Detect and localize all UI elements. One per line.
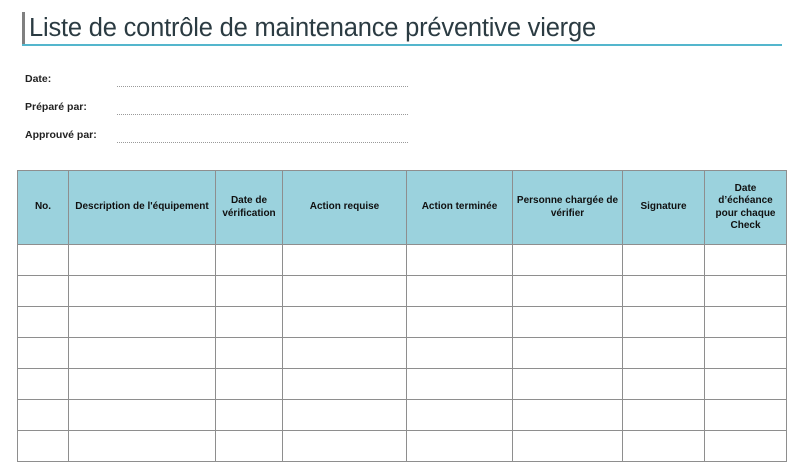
table-column-header-3: Action requise: [283, 171, 407, 245]
meta-field-prepared-by: [25, 100, 445, 122]
table-row: [18, 338, 787, 369]
table-cell[interactable]: [623, 369, 705, 400]
table-cell[interactable]: [705, 400, 787, 431]
table-cell[interactable]: [216, 369, 283, 400]
table-cell[interactable]: [69, 307, 216, 338]
table-cell[interactable]: [407, 338, 513, 369]
table-cell[interactable]: [705, 431, 787, 462]
meta-label-approved-by: Approuvé par:: [25, 129, 97, 141]
table-cell[interactable]: [513, 307, 623, 338]
table-cell[interactable]: [69, 431, 216, 462]
table-cell[interactable]: [69, 369, 216, 400]
table-cell[interactable]: [216, 338, 283, 369]
meta-input-approved-by[interactable]: [117, 141, 408, 143]
checklist-table-wrapper: [17, 170, 786, 462]
table-body: [18, 245, 787, 462]
table-cell[interactable]: [705, 338, 787, 369]
table-cell[interactable]: [623, 276, 705, 307]
table-cell[interactable]: [283, 369, 407, 400]
table-cell[interactable]: [216, 276, 283, 307]
table-column-header-1: Description de l'équipement: [69, 171, 216, 245]
table-cell[interactable]: [705, 245, 787, 276]
table-cell[interactable]: [407, 400, 513, 431]
table-cell[interactable]: [513, 369, 623, 400]
table-cell[interactable]: [18, 431, 69, 462]
table-cell[interactable]: [18, 276, 69, 307]
table-cell[interactable]: [69, 276, 216, 307]
meta-field-date: [25, 72, 445, 94]
table-column-header-2: Date de vérification: [216, 171, 283, 245]
table-cell[interactable]: [18, 338, 69, 369]
table-cell[interactable]: [407, 307, 513, 338]
title-divider: [22, 44, 782, 46]
table-cell[interactable]: [623, 338, 705, 369]
table-cell[interactable]: [69, 245, 216, 276]
table-cell[interactable]: [216, 431, 283, 462]
meta-label-date: Date:: [25, 73, 52, 85]
table-row: [18, 431, 787, 462]
table-cell[interactable]: [407, 431, 513, 462]
table-cell[interactable]: [705, 276, 787, 307]
table-cell[interactable]: [18, 307, 69, 338]
table-cell[interactable]: [407, 245, 513, 276]
table-cell[interactable]: [283, 276, 407, 307]
table-cell[interactable]: [623, 400, 705, 431]
table-column-header-4: Action terminée: [407, 171, 513, 245]
table-cell[interactable]: [407, 276, 513, 307]
meta-label-prepared-by: Préparé par:: [25, 101, 87, 113]
table-cell[interactable]: [216, 400, 283, 431]
checklist-table: [17, 170, 787, 462]
table-cell[interactable]: [216, 245, 283, 276]
table-row: [18, 276, 787, 307]
table-cell[interactable]: [623, 245, 705, 276]
table-cell[interactable]: [18, 400, 69, 431]
title-row: [22, 12, 596, 44]
table-cell[interactable]: [513, 400, 623, 431]
table-column-header-5: Personne chargée de vérifier: [513, 171, 623, 245]
table-row: [18, 245, 787, 276]
table-cell[interactable]: [69, 338, 216, 369]
table-cell[interactable]: [623, 431, 705, 462]
table-cell[interactable]: [705, 369, 787, 400]
table-cell[interactable]: [283, 245, 407, 276]
table-column-header-7: Date d’échéance pour chaque Check: [705, 171, 787, 245]
table-row: [18, 307, 787, 338]
page-title: Liste de contrôle de maintenance préventive vierge: [29, 14, 596, 42]
table-row: [18, 400, 787, 431]
table-cell[interactable]: [623, 307, 705, 338]
table-column-header-6: Signature: [623, 171, 705, 245]
meta-input-prepared-by[interactable]: [117, 113, 408, 115]
table-cell[interactable]: [69, 400, 216, 431]
table-row: [18, 369, 787, 400]
table-cell[interactable]: [513, 276, 623, 307]
table-cell[interactable]: [283, 400, 407, 431]
meta-input-date[interactable]: [117, 85, 408, 87]
table-column-header-0: No.: [18, 171, 69, 245]
table-cell[interactable]: [18, 369, 69, 400]
table-cell[interactable]: [216, 307, 283, 338]
table-cell[interactable]: [407, 369, 513, 400]
table-header-row: [18, 171, 787, 245]
table-cell[interactable]: [513, 338, 623, 369]
table-cell[interactable]: [283, 431, 407, 462]
table-cell[interactable]: [18, 245, 69, 276]
table-cell[interactable]: [513, 431, 623, 462]
table-cell[interactable]: [283, 338, 407, 369]
meta-field-approved-by: [25, 128, 445, 150]
table-cell[interactable]: [283, 307, 407, 338]
table-cell[interactable]: [513, 245, 623, 276]
table-header: [18, 171, 787, 245]
text-caret: [22, 12, 25, 44]
table-cell[interactable]: [705, 307, 787, 338]
